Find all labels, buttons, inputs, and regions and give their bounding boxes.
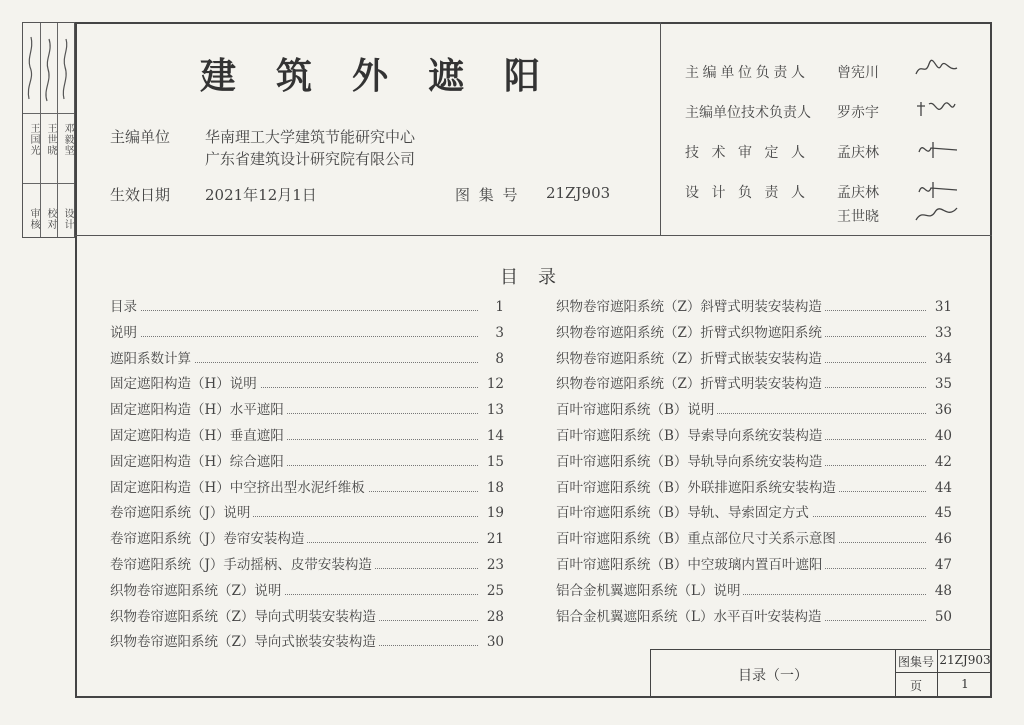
toc-entry-page: 13 xyxy=(478,399,504,421)
toc-entry-title: 铝合金机翼遮阳系统（L）水平百叶安装构造 xyxy=(556,606,824,628)
editor-org-2: 广东省建筑设计研究院有限公司 xyxy=(205,150,416,168)
toc-entry-page: 50 xyxy=(926,606,952,628)
approval-role-proof: 校对 xyxy=(45,208,56,230)
toc-entry-page: 8 xyxy=(478,348,504,370)
toc-entry[interactable] xyxy=(556,477,952,503)
title-block-atlas-number: 21ZJ903 xyxy=(939,653,991,667)
signature xyxy=(913,202,959,224)
signature xyxy=(913,138,959,160)
toc-entry-title: 铝合金机翼遮阳系统（L）说明 xyxy=(556,580,743,602)
responsible-role: 技术审定人 xyxy=(685,145,805,161)
toc-entry-page: 31 xyxy=(926,296,952,318)
toc-entry-title: 织物卷帘遮阳系统（Z）折臂式织物遮阳系统 xyxy=(556,322,825,344)
responsible-row xyxy=(685,62,985,88)
toc-entry-page: 45 xyxy=(926,502,952,524)
signature xyxy=(913,58,959,80)
toc-entry[interactable] xyxy=(110,373,504,399)
toc-entry[interactable] xyxy=(556,528,952,554)
toc-entry-title: 百叶帘遮阳系统（B）导轨、导索固定方式 xyxy=(556,502,812,524)
title-block-page-label: 页 xyxy=(909,679,922,693)
toc-entry[interactable] xyxy=(110,425,504,451)
toc-entry-title: 目录 xyxy=(110,296,140,318)
toc-entry[interactable] xyxy=(110,322,504,348)
responsible-role: 主编单位技术负责人 xyxy=(685,105,811,121)
editor-label: 主编单位 xyxy=(110,128,171,146)
toc-entry-page: 47 xyxy=(926,554,952,576)
toc-entry-title: 织物卷帘遮阳系统（Z）折臂式明装安装构造 xyxy=(556,373,825,395)
toc-entry-page: 18 xyxy=(478,477,504,499)
toc-entry-page: 42 xyxy=(926,451,952,473)
sheet-title: 目录（一） xyxy=(738,668,808,684)
responsible-row xyxy=(685,182,985,225)
responsible-name: 曾宪川 xyxy=(837,65,879,81)
toc-entry-title: 固定遮阳构造（H）垂直遮阳 xyxy=(110,425,287,447)
effective-label: 生效日期 xyxy=(110,186,171,204)
toc-entry-title: 百叶帘遮阳系统（B）中空玻璃内置百叶遮阳 xyxy=(556,554,825,576)
toc-entry[interactable] xyxy=(556,373,952,399)
responsible-row xyxy=(685,142,985,168)
toc-entry[interactable] xyxy=(556,399,952,425)
responsible-name: 孟庆林 xyxy=(837,145,879,161)
toc-entry[interactable] xyxy=(556,606,952,632)
toc-entry-title: 卷帘遮阳系统（J）说明 xyxy=(110,502,253,524)
toc-entry[interactable] xyxy=(556,425,952,451)
toc-entry[interactable] xyxy=(110,554,504,580)
toc-entry[interactable] xyxy=(110,580,504,606)
toc-entry[interactable] xyxy=(556,580,952,606)
toc-entry-title: 百叶帘遮阳系统（B）导轨导向系统安装构造 xyxy=(556,451,825,473)
atlas-title: 建筑外遮阳 xyxy=(200,55,581,97)
toc-entry[interactable] xyxy=(110,477,504,503)
toc-entry[interactable] xyxy=(556,554,952,580)
toc-entry-title: 百叶帘遮阳系统（B）外联排遮阳系统安装构造 xyxy=(556,477,839,499)
approval-name-design: 邓毅坚 xyxy=(62,123,73,156)
toc-entry[interactable] xyxy=(110,399,504,425)
title-block xyxy=(650,649,992,698)
toc-entry[interactable] xyxy=(110,451,504,477)
toc-entry-page: 3 xyxy=(478,322,504,344)
atlas-number: 21ZJ903 xyxy=(546,184,611,202)
toc-entry-title: 织物卷帘遮阳系统（Z）导向式明装安装构造 xyxy=(110,606,379,628)
toc-entry-title: 固定遮阳构造（H）中空挤出型水泥纤维板 xyxy=(110,477,368,499)
toc-entry[interactable] xyxy=(556,322,952,348)
toc-left-column xyxy=(110,296,504,657)
toc-entry-title: 百叶帘遮阳系统（B）导索导向系统安装构造 xyxy=(556,425,825,447)
toc-right-column xyxy=(556,296,952,631)
toc-entry-page: 25 xyxy=(478,580,504,602)
toc-entry[interactable] xyxy=(110,631,504,657)
toc-entry-page: 14 xyxy=(478,425,504,447)
approval-role-review: 审核 xyxy=(28,208,39,230)
toc-entry-page: 40 xyxy=(926,425,952,447)
approval-name-review: 王国光 xyxy=(28,123,39,156)
toc-entry[interactable] xyxy=(110,502,504,528)
toc-entry-page: 23 xyxy=(478,554,504,576)
toc-entry[interactable] xyxy=(110,296,504,322)
toc-entry-page: 19 xyxy=(478,502,504,524)
toc-entry-title: 百叶帘遮阳系统（B）说明 xyxy=(556,399,717,421)
toc-entry[interactable] xyxy=(556,348,952,374)
toc-entry-page: 21 xyxy=(478,528,504,550)
responsible-role: 主编单位负责人 xyxy=(685,65,805,81)
title-block-atlas-label: 图集号 xyxy=(897,655,934,669)
toc-entry-page: 34 xyxy=(926,348,952,370)
signature xyxy=(913,98,959,120)
editor-org-1: 华南理工大学建筑节能研究中心 xyxy=(205,128,416,146)
toc-entry[interactable] xyxy=(556,451,952,477)
toc-entry-page: 12 xyxy=(478,373,504,395)
toc-entry[interactable] xyxy=(556,502,952,528)
approval-strip xyxy=(22,22,75,238)
toc-entry-title: 百叶帘遮阳系统（B）重点部位尺寸关系示意图 xyxy=(556,528,839,550)
toc-entry[interactable] xyxy=(110,528,504,554)
responsible-row xyxy=(685,102,985,128)
toc-entry-title: 说明 xyxy=(110,322,140,344)
atlas-number-label: 图 集 号 xyxy=(455,186,520,204)
approval-signatures xyxy=(23,29,75,109)
approval-role-design: 设计 xyxy=(62,208,73,230)
toc-entry[interactable] xyxy=(110,348,504,374)
effective-date: 2021年12月1日 xyxy=(205,186,317,204)
toc-entry-page: 46 xyxy=(926,528,952,550)
toc-entry-page: 44 xyxy=(926,477,952,499)
toc-entry-title: 卷帘遮阳系统（J）卷帘安装构造 xyxy=(110,528,307,550)
responsible-name: 孟庆林 xyxy=(837,185,879,201)
toc-entry-title: 固定遮阳构造（H）综合遮阳 xyxy=(110,451,287,473)
toc-entry-page: 15 xyxy=(478,451,504,473)
toc-entry[interactable] xyxy=(110,606,504,632)
toc-entry[interactable] xyxy=(556,296,952,322)
toc-entry-title: 织物卷帘遮阳系统（Z）折臂式嵌装安装构造 xyxy=(556,348,825,370)
toc-entry-page: 36 xyxy=(926,399,952,421)
title-block-page-number: 1 xyxy=(961,677,969,691)
toc-title: 目录 xyxy=(500,267,576,288)
signature xyxy=(913,178,959,200)
toc-entry-title: 织物卷帘遮阳系统（Z）说明 xyxy=(110,580,284,602)
toc-entry-page: 33 xyxy=(926,322,952,344)
toc-entry-title: 遮阳系数计算 xyxy=(110,348,194,370)
approval-name-proof: 王世晓 xyxy=(45,123,56,156)
toc-entry-page: 28 xyxy=(478,606,504,628)
toc-entry-page: 30 xyxy=(478,631,504,653)
toc-entry-page: 1 xyxy=(478,296,504,318)
toc-entry-page: 35 xyxy=(926,373,952,395)
toc-entry-title: 织物卷帘遮阳系统（Z）导向式嵌装安装构造 xyxy=(110,631,379,653)
toc-entry-title: 固定遮阳构造（H）水平遮阳 xyxy=(110,399,287,421)
responsible-name: 王世晓 xyxy=(837,209,879,225)
responsible-name: 罗赤宇 xyxy=(837,105,879,121)
toc-entry-page: 48 xyxy=(926,580,952,602)
toc-entry-title: 卷帘遮阳系统（J）手动摇柄、皮带安装构造 xyxy=(110,554,375,576)
toc-entry-title: 织物卷帘遮阳系统（Z）斜臂式明装安装构造 xyxy=(556,296,825,318)
responsible-role: 设计负责人 xyxy=(685,185,805,201)
toc-entry-title: 固定遮阳构造（H）说明 xyxy=(110,373,260,395)
